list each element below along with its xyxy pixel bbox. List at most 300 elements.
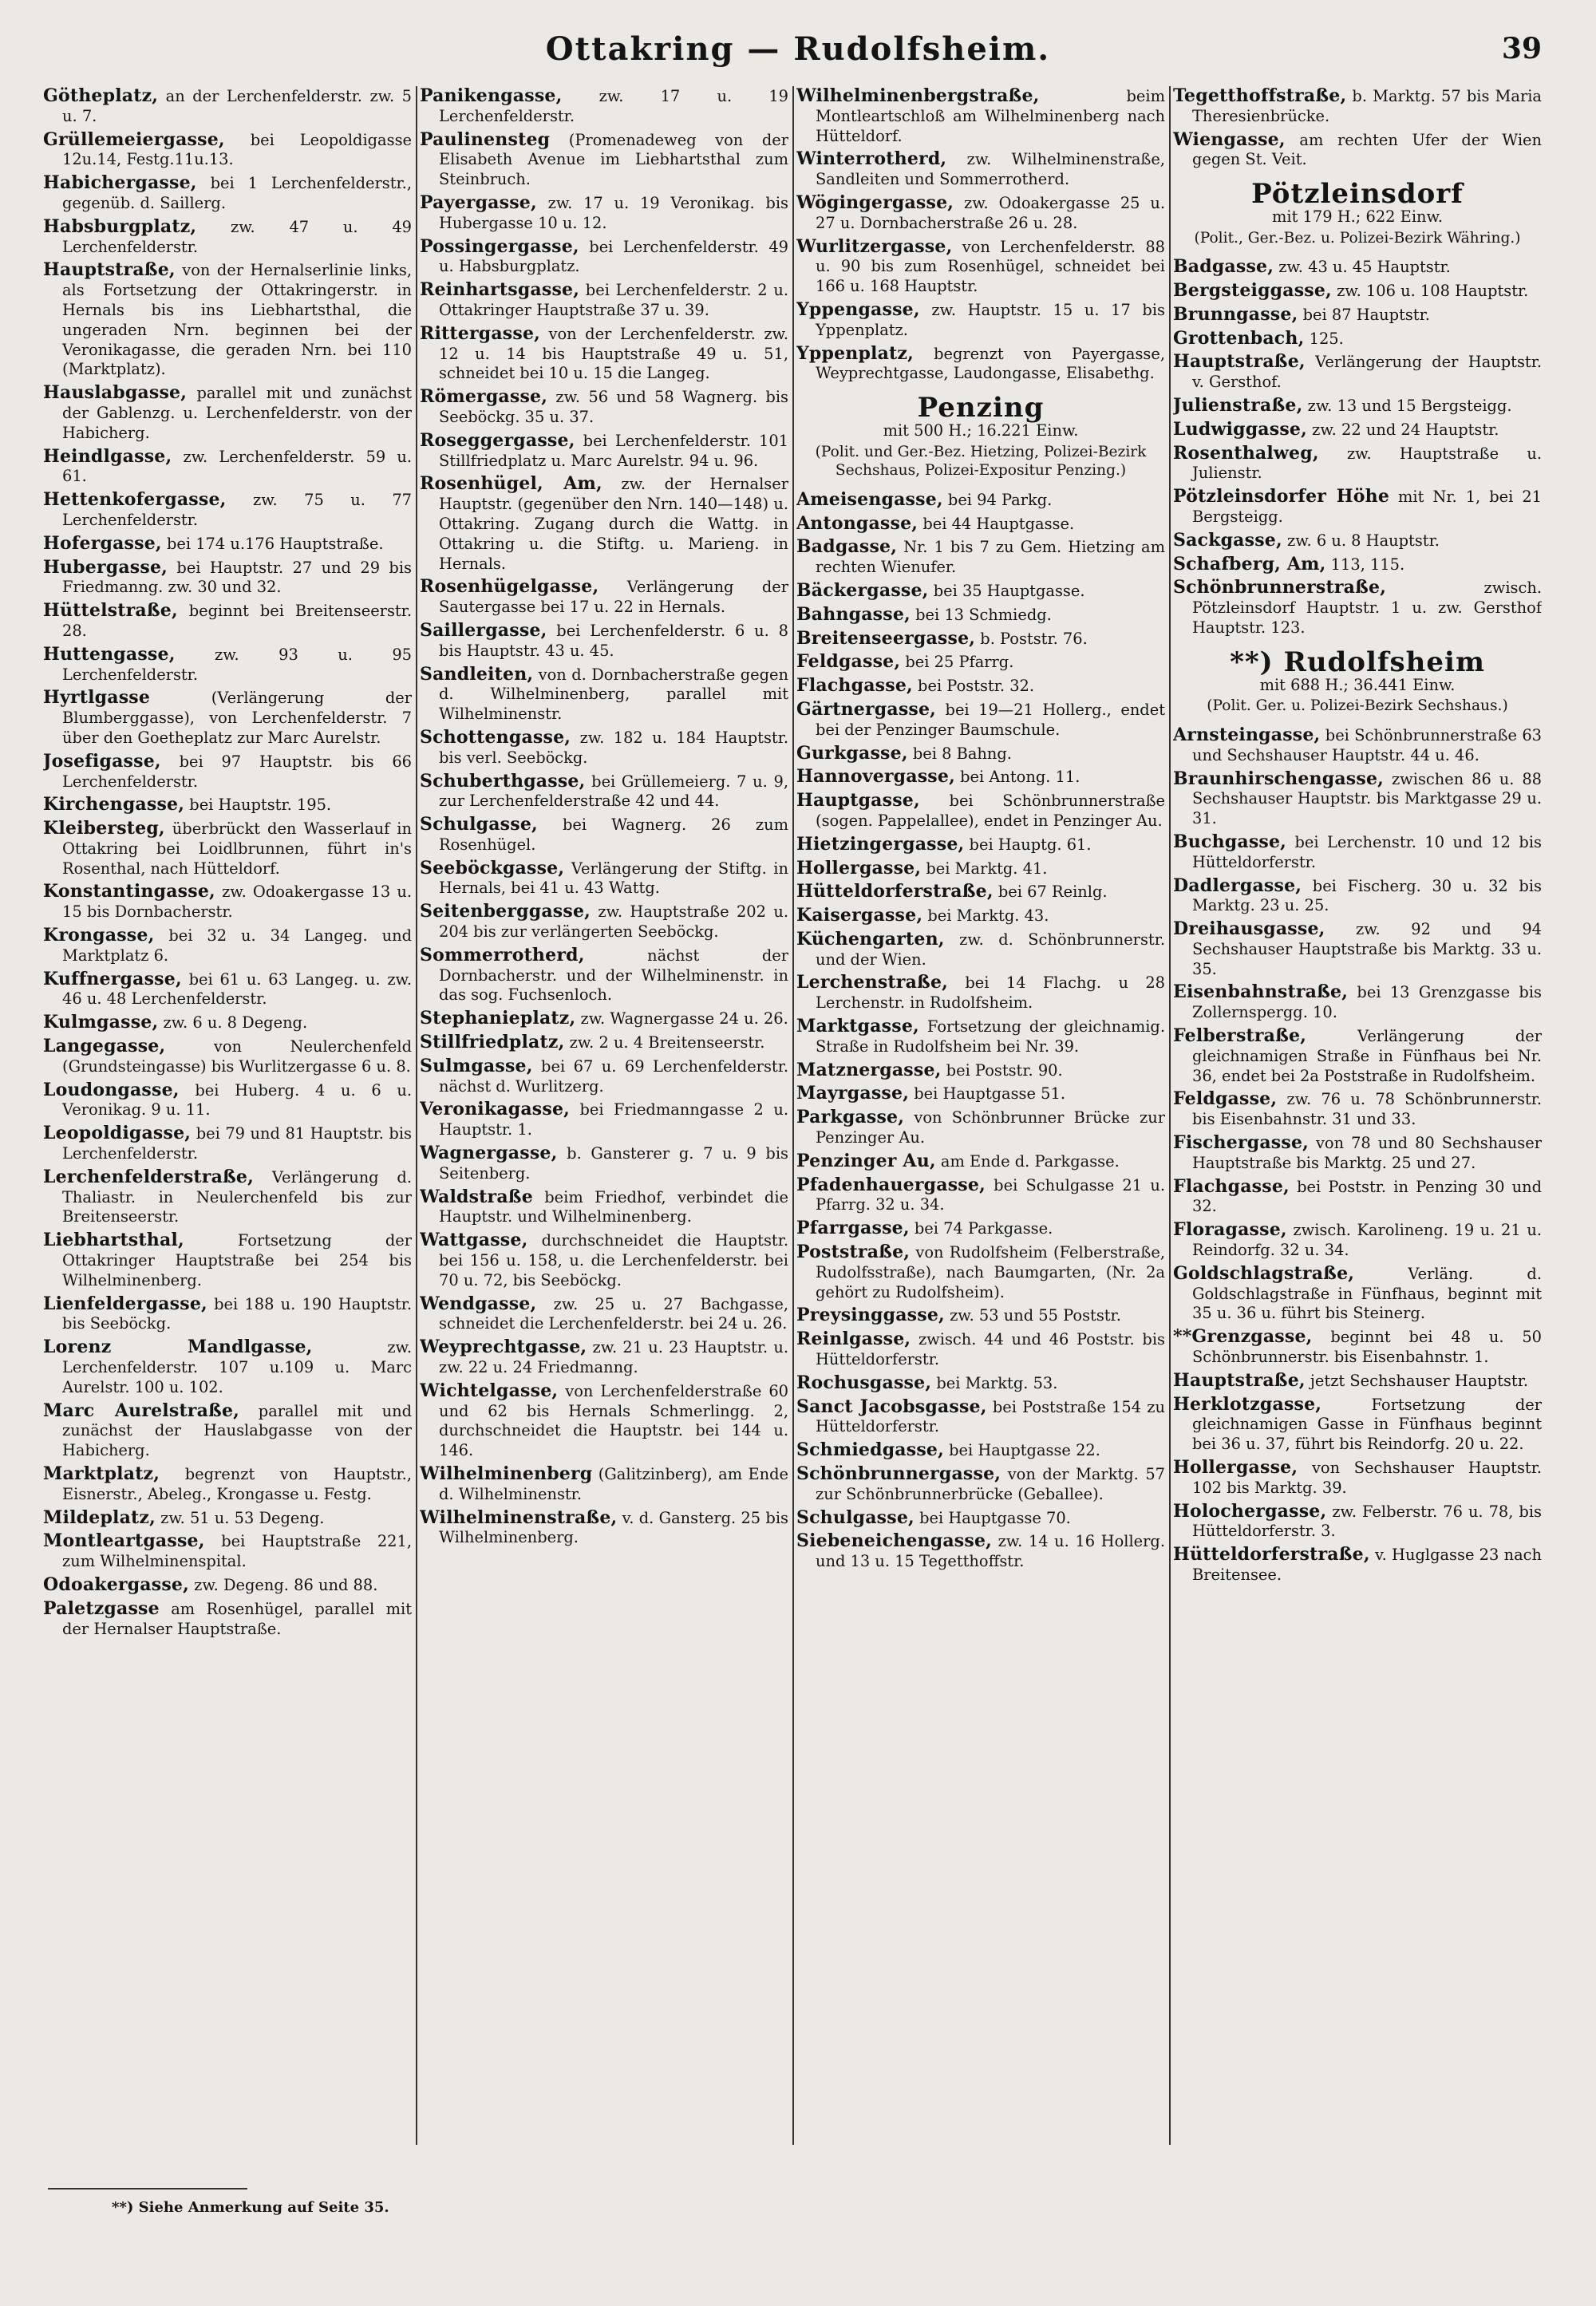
street-description: bei Poststraße 154 zu Hütteldorferstr. (816, 1397, 1165, 1436)
street-entry (43, 969, 412, 1010)
street-description: bei Leopoldigasse 12u.14, Festg.11u.13. (62, 130, 412, 169)
street-name: Rosenhügel, Am, (420, 473, 602, 495)
directory-columns (43, 86, 1559, 2161)
street-description: von der Marktg. 57 zur Schönbrunnerbrücke (Geballee). (816, 1465, 1165, 1503)
street-name: Loudongasse, (43, 1079, 180, 1100)
street-description: begrenzt von Payergasse, Weyprechtgasse, Laudongasse, Elisabethg. (816, 344, 1165, 383)
street-description: von Sechshauser Hauptstr. 102 bis Marktg. 39. (1192, 1459, 1542, 1497)
street-description: v. d. Gansterg. 25 bis Wilhelminenberg. (439, 1508, 788, 1547)
street-description: parallel mit und zunächst der Gablenzg. u. Lerchenfelderstr. von der Habicherg. (62, 384, 412, 442)
street-entry (796, 1175, 1165, 1216)
street-name: Arnsteingasse, (1173, 724, 1321, 745)
street-name: Kirchengasse, (43, 794, 185, 815)
street-description: bei 97 Hauptstr. bis 66 Lerchenfelderstr. (62, 752, 412, 791)
street-entry (796, 514, 1165, 535)
street-entry (1173, 1220, 1542, 1261)
street-name: Floragasse, (1173, 1219, 1287, 1241)
street-description: bei 74 Parkgasse. (909, 1219, 1053, 1238)
street-description: Fortsetzung der gleichnamig. Straße in Rudolfsheim bei Nr. 39. (816, 1017, 1165, 1056)
street-description: beim Friedhof, verbindet die Hauptstr. und Wilhelminenberg. (439, 1187, 788, 1226)
street-description: zw. Felberstr. 76 u. 78, bis Hütteldorferstr. 3. (1192, 1502, 1542, 1541)
street-entry (796, 882, 1165, 902)
street-entry (796, 973, 1165, 1013)
street-name: Poststraße, (796, 1242, 911, 1263)
street-entry (796, 193, 1165, 234)
street-name: Braunhirschengasse, (1173, 768, 1385, 789)
street-name: Penzinger Au, (796, 1150, 936, 1171)
street-entry (1173, 832, 1542, 873)
street-entry (420, 1100, 788, 1140)
street-description: b. Gansterer g. 7 u. 9 bis Seitenberg. (439, 1144, 788, 1183)
street-description: überbrückt den Wasserlauf in Ottakring bei Loidlbrunnen, führt in's Rosenthal, nach Hütteldorf. (62, 819, 412, 878)
street-name: Küchengarten, (796, 928, 945, 950)
street-description: zw. 22 und 24 Hauptstr. (1307, 420, 1499, 439)
street-description: b. Marktg. 57 bis Maria Theresienbrücke. (1192, 87, 1542, 125)
street-name: Possingergasse, (420, 235, 579, 257)
street-name: Julienstraße, (1173, 395, 1303, 417)
street-name: Parkgasse, (796, 1107, 905, 1128)
street-description: 125. (1304, 329, 1344, 348)
street-name: Wurlitzergasse, (796, 235, 953, 257)
street-name: Badgasse, (1173, 256, 1274, 278)
street-description: bei Hauptstr. 195. (184, 796, 332, 815)
street-description: Verlängerung der Sautergasse bei 17 u. 22 in Hernals. (439, 578, 788, 617)
column-divider (792, 86, 794, 2145)
column-1 (43, 86, 412, 2161)
street-name: Yppenplatz, (796, 342, 914, 364)
street-entry (420, 859, 788, 899)
street-name: Antongasse, (796, 512, 918, 534)
street-description: zw. 14 u. 16 Hollerg. und 13 u. 15 Tegetthoffstr. (816, 1532, 1165, 1571)
street-description: an der Lerchenfelderstr. zw. 5 u. 7. (62, 87, 412, 125)
street-description: mit Nr. 1, bei 21 Bergsteigg. (1192, 488, 1542, 527)
street-name: Hauptstraße, (43, 259, 176, 281)
street-entry (420, 387, 788, 428)
street-entry (420, 1187, 788, 1228)
street-name: Josefigasse, (43, 750, 161, 772)
street-entry (420, 324, 788, 384)
street-entry (796, 906, 1165, 926)
district-heading: Pötzleinsdorf (1251, 178, 1464, 211)
page-number: 39 (1501, 32, 1542, 65)
street-entry (1173, 352, 1542, 393)
street-name: Schönbrunnerstraße, (1173, 577, 1387, 598)
street-entry (43, 1013, 412, 1033)
street-entry (796, 676, 1165, 697)
street-name: Stillfriedplatz, (420, 1032, 565, 1053)
street-description: bei Friedmanngasse 2 u. Hauptstr. 1. (439, 1100, 788, 1139)
street-entry (1173, 1264, 1542, 1324)
street-entry (796, 1397, 1165, 1438)
street-name: Rosenthalweg, (1173, 442, 1319, 464)
street-description: Fortsetzung der Ottakringer Hauptstraße bei 254 bis Wilhelminenberg. (62, 1231, 412, 1289)
street-description: zw. 17 u. 19 Lerchenfelderstr. (439, 87, 788, 125)
street-description: Fortsetzung der gleichnamigen Gasse in Fünfhaus beginnt bei 36 u. 37, führt bis Reindorfg. 20 u. 22. (1192, 1395, 1542, 1454)
street-description: beim Montleartschloß am Wilhelminenberg nach Hütteldorf. (816, 87, 1165, 145)
street-description: zw. Hauptstr. 15 u. 17 bis Yppenplatz. (816, 300, 1165, 339)
street-entry (420, 1464, 788, 1505)
street-name: Pfarrgasse, (796, 1218, 910, 1239)
street-description: von Schönbrunner Brücke zur Penzinger Au. (816, 1108, 1165, 1147)
street-entry (43, 86, 412, 127)
street-name: Hütteldorferstraße, (1173, 1544, 1370, 1566)
street-name: Reinlgasse, (796, 1329, 911, 1350)
street-name: Hubergasse, (43, 556, 168, 578)
street-description: bei Hauptstraße 221, zum Wilhelminenspital. (62, 1532, 412, 1571)
street-description: zw. 13 und 15 Bergsteigg. (1302, 397, 1512, 416)
street-name: Hauptstraße, (1173, 1369, 1306, 1391)
street-entry (1173, 281, 1542, 302)
street-entry (43, 1401, 412, 1461)
street-entry (43, 1464, 412, 1505)
street-entry (1173, 578, 1542, 638)
column-divider (1169, 86, 1171, 2145)
street-entry (796, 237, 1165, 297)
street-description: zw. 6 u. 8 Hauptstr. (1282, 531, 1440, 550)
street-description: bei Grüllemeierg. 7 u. 9, zur Lerchenfelderstraße 42 und 44. (439, 772, 788, 811)
street-name: Hüttelstraße, (43, 600, 178, 622)
street-name: Goldschlagstraße, (1173, 1262, 1355, 1284)
street-entry (1173, 86, 1542, 127)
street-name: Bergsteiggasse, (1173, 280, 1332, 302)
street-entry (1173, 1133, 1542, 1174)
street-entry (43, 1167, 412, 1227)
street-entry (43, 795, 412, 815)
street-name: Winterrotherd, (796, 148, 947, 170)
street-description: von der Lerchenfelderstr. zw. 12 u. 14 bis Hauptstraße 49 u. 51, schneidet bei 10 u. 15 die Langeg. (439, 324, 788, 383)
street-name: Konstantingasse, (43, 881, 215, 902)
column-2 (420, 86, 788, 2161)
street-name: Hütteldorferstraße, (796, 881, 994, 902)
street-description: parallel mit und zunächst der Hauslabgasse von der Habicherg. (62, 1401, 412, 1460)
column-divider (416, 86, 417, 2145)
street-description: bei Schulgasse 21 u. Pfarrg. 32 u. 34. (816, 1175, 1165, 1214)
street-description: am rechten Ufer der Wien gegen St. Veit. (1192, 130, 1542, 169)
street-entry (43, 1294, 412, 1335)
street-entry (796, 700, 1165, 740)
street-name: Wichtelgasse, (420, 1380, 559, 1401)
street-name: Leopoldigasse, (43, 1123, 192, 1144)
street-entry (420, 130, 788, 190)
street-entry (43, 558, 412, 598)
street-name: Schafberg, Am, (1173, 553, 1326, 575)
street-entry (420, 1294, 788, 1335)
street-entry (420, 1230, 788, 1290)
street-name: Mildeplatz, (43, 1506, 156, 1528)
street-name: Hauslabgasse, (43, 382, 188, 404)
street-description: zw. Hauptstraße u. Julienstr. (1192, 444, 1542, 483)
column-4 (1173, 86, 1542, 2161)
street-description: zw. 43 u. 45 Hauptstr. (1274, 258, 1451, 277)
street-name: Langegasse, (43, 1036, 166, 1057)
street-description: von Neulerchenfeld (Grundsteingasse) bis Wurlitzergasse 6 u. 8. (62, 1037, 412, 1076)
street-entry (796, 859, 1165, 879)
street-description: nächst der Dornbacherstr. und der Wilhelminenstr. in das sog. Fuchsenloch. (439, 946, 788, 1005)
street-description: am Ende d. Parkgasse. (935, 1151, 1120, 1171)
street-description: bei Lerchenfelderstr. 101 Stillfriedplatz u. Marc Aurelstr. 94 u. 96. (439, 431, 788, 470)
street-description: zw. 76 u. 78 Schönbrunnerstr. bis Eisenbahnstr. 31 und 33. (1192, 1090, 1542, 1129)
street-description: von Rudolfsheim (Felberstraße, Rudolfsstraße), nach Baumgarten, (Nr. 2a gehört zu Rudolfsheim). (816, 1243, 1165, 1301)
street-name: Schulgasse, (796, 1506, 915, 1528)
street-name: Lienfeldergasse, (43, 1293, 207, 1314)
street-name: Kulmgasse, (43, 1012, 159, 1033)
street-entry (1173, 531, 1542, 551)
street-name: Panikengasse, (420, 86, 563, 106)
street-entry (1173, 329, 1542, 349)
street-description: zw. Wagnergasse 24 u. 26. (575, 1009, 788, 1029)
street-description: jetzt Sechshauser Hauptstr. (1305, 1371, 1529, 1390)
street-description: zwisch. Pötzleinsdorf Hauptstr. 1 u. zw. Gersthof Hauptstr. 123. (1192, 578, 1542, 638)
street-entry (420, 1337, 788, 1378)
street-name: Marktgasse, (796, 1016, 919, 1037)
street-entry (796, 1508, 1165, 1529)
street-entry (1173, 919, 1542, 979)
street-description: v. Huglgasse 23 nach Breitensee. (1192, 1546, 1542, 1584)
street-name: Paulinensteg (420, 128, 551, 150)
street-description: bei Hauptgasse 22. (943, 1441, 1100, 1460)
street-name: Dreihausgasse, (1173, 918, 1325, 940)
district-authority-note: (Polit. und Ger.-Bez. Hietzing, Polizei-Bezirk Sechshaus, Polizei-Expositur Penzing.) (815, 443, 1147, 480)
street-entry (43, 1599, 412, 1640)
street-entry (420, 1508, 788, 1549)
street-entry (796, 744, 1165, 764)
street-description: 113, 115. (1325, 555, 1405, 574)
street-name: Sulmgasse, (420, 1055, 533, 1076)
street-entry (420, 1033, 788, 1053)
district-population: mit 688 H.; 36.441 Einw. (1259, 675, 1456, 694)
street-name: Grottenbach, (1173, 327, 1305, 349)
street-description: Verlängerung der gleichnamigen Straße in Fünfhaus bei Nr. 36, endet bei 2a Poststraße in Rudolfsheim. (1192, 1027, 1542, 1085)
street-name: Marktplatz, (43, 1463, 160, 1484)
street-entry (43, 645, 412, 685)
street-entry (796, 835, 1165, 855)
running-head (0, 30, 1596, 70)
street-name: Saillergasse, (420, 619, 547, 641)
street-description: beginnt bei Breitenseerstr. 28. (62, 602, 412, 640)
street-description: bei Schönbrunnerstraße 63 und Sechshauser Hauptstr. 44 u. 46. (1192, 725, 1542, 764)
street-entry (43, 1575, 412, 1596)
street-name: Montleartgasse, (43, 1530, 205, 1552)
column-3 (796, 86, 1165, 2161)
street-name: Liebhartsthal, (43, 1230, 184, 1251)
street-name: Pfadenhauergasse, (796, 1174, 986, 1195)
street-description: zw. 75 u. 77 Lerchenfelderstr. (62, 491, 412, 529)
street-entry (43, 1037, 412, 1077)
street-entry (43, 1123, 412, 1164)
street-entry (43, 217, 412, 258)
street-description: beginnt bei 48 u. 50 Schönbrunnerstr. bis Eisenbahnstr. 1. (1192, 1328, 1542, 1367)
street-description: bei Poststr. 32. (912, 677, 1035, 696)
street-description: bei Marktg. 43. (922, 906, 1049, 926)
street-description: bei Lerchenstr. 10 und 12 bis Hütteldorferstr. (1192, 832, 1542, 871)
street-entry (1173, 725, 1542, 766)
street-name: Marc Aurelstraße, (43, 1400, 240, 1421)
street-entry (420, 237, 788, 278)
street-name: Wagnergasse, (420, 1143, 558, 1164)
district-authority-note: (Polit., Ger.-Bez. u. Polizei-Bezirk Währing.) (1194, 229, 1521, 247)
street-description: bei 94 Parkg. (942, 490, 1053, 509)
street-entry (1173, 555, 1542, 575)
street-entry (1173, 1327, 1542, 1368)
street-description: bei Hauptgasse 51. (909, 1084, 1065, 1104)
street-entry (420, 193, 788, 234)
street-description: zw. 2 u. 4 Breitenseerstr. (564, 1033, 765, 1052)
page-title: Ottakring — Rudolfsheim. (545, 30, 1051, 68)
street-name: Sommerrotherd, (420, 944, 585, 965)
footnote: **) Siehe Anmerkung auf Seite 35. (112, 2199, 389, 2216)
street-entry (43, 130, 412, 171)
street-description: zw. 25 u. 27 Bachgasse, schneidet die Lerchenfelderstr. bei 24 u. 26. (439, 1294, 788, 1333)
street-description: bei 174 u.176 Hauptstraße. (161, 534, 384, 553)
street-entry (420, 1056, 788, 1097)
street-description: (Verlängerung der Blumberggasse), von Lerchenfelderstr. 7 über den Goetheplatz zur Marc Aurelstr. (62, 689, 412, 747)
street-name: Schönbrunnergasse, (796, 1463, 1001, 1485)
street-name: Breitenseergasse, (796, 627, 976, 649)
street-description: bei 67 Reinlg. (993, 883, 1108, 902)
street-entry (43, 260, 412, 380)
street-entry (420, 772, 788, 812)
street-description: begrenzt von Hauptstr., Eisnerstr., Abeleg., Krongasse u. Festg. (62, 1465, 412, 1503)
street-entry (420, 577, 788, 618)
street-entry (796, 767, 1165, 788)
street-entry (796, 1218, 1165, 1239)
street-name: Hauptstraße, (1173, 351, 1306, 373)
street-description: zw. 17 u. 19 Veronikag. bis Hubergasse 10 u. 12. (439, 193, 788, 232)
street-entry (420, 86, 788, 127)
street-name: Felberstraße, (1173, 1025, 1307, 1047)
street-description: bei 1 Lerchenfelderstr., gegenüb. d. Saillerg. (62, 174, 412, 212)
street-name: Brunngasse, (1173, 303, 1298, 325)
street-entry (420, 474, 788, 574)
street-description: bei 67 u. 69 Lerchenfelderstr. nächst d. Wurlitzerg. (439, 1056, 788, 1096)
street-name: Heindlgasse, (43, 445, 172, 467)
street-name: Sackgasse, (1173, 529, 1282, 551)
street-name: Gärtnergasse, (796, 698, 937, 720)
street-description: zw. 21 u. 23 Hauptstr. u. zw. 22 u. 24 Friedmanng. (439, 1338, 788, 1377)
street-description: bei 8 Bahng. (907, 744, 1012, 763)
street-entry (1173, 130, 1542, 171)
street-name: Wattgasse, (420, 1230, 528, 1251)
street-name: Ludwiggasse, (1173, 418, 1307, 440)
street-description: von der Hernalserlinie links, als Fortsetzung der Ottakringerstr. in Hernals bis ins Liebhartsthal, die ungeraden Nrn. beginnen bei der Veronikagasse, die geraden Nrn. bei 110 (Marktplatz). (62, 261, 412, 379)
street-description: zwischen 86 u. 88 Sechshauser Hauptstr. bis Marktgasse 29 u. 31. (1192, 769, 1542, 828)
street-entry (43, 490, 412, 531)
street-name: Feldgasse, (796, 651, 901, 673)
street-name: Kuffnergasse, (43, 968, 182, 989)
street-name: Sanct Jacobsgasse, (796, 1396, 987, 1417)
street-description: Verlängerung der Hauptstr. v. Gersthof. (1192, 353, 1542, 392)
street-name: Siebeneichengasse, (796, 1530, 993, 1552)
street-name: Reinhartsgasse, (420, 279, 580, 301)
street-description: zw. Lerchenfelderstr. 107 u.109 u. Marc Aurelstr. 100 u. 102. (62, 1338, 412, 1396)
street-description: von Lerchenfelderstr. 88 u. 90 bis zum Rosenhügel, schneidet bei 166 u. 168 Hauptstr. (816, 237, 1165, 296)
street-entry (43, 1337, 412, 1397)
street-description: Verläng. d. Goldschlagstraße in Fünfhaus, beginnt mit 35 u. 36 u. führt bis Steinerg. (1192, 1264, 1542, 1323)
street-name: Götheplatz, (43, 86, 159, 106)
street-entry (796, 1305, 1165, 1326)
street-name: Wilhelminenbergstraße, (796, 86, 1040, 106)
street-entry (1173, 876, 1542, 917)
street-name: Wilhelminenberg (420, 1463, 593, 1484)
street-name: Wilhelminenstraße, (420, 1506, 618, 1528)
street-name: Mayrgasse, (796, 1083, 910, 1104)
street-name: Roseggergasse, (420, 429, 575, 451)
street-description: bei 19—21 Hollerg., endet bei der Penzinger Baumschule. (816, 700, 1165, 739)
street-description: (Galitzinberg), am Ende d. Wilhelminenstr. (439, 1465, 788, 1503)
street-name: Sandleiten, (420, 663, 534, 685)
street-entry (796, 1242, 1165, 1302)
street-name: Hyrtlgasse (43, 687, 151, 709)
street-name: Ameisengasse, (796, 488, 943, 510)
street-description: zw. Degeng. 86 und 88. (188, 1575, 378, 1594)
street-entry (796, 1060, 1165, 1081)
street-description: zw. 51 u. 53 Degeng. (155, 1508, 325, 1527)
street-entry (43, 534, 412, 555)
street-name: **Grenzgasse, (1173, 1326, 1313, 1348)
street-entry (1173, 396, 1542, 417)
street-entry (420, 728, 788, 768)
street-description: zw. Wilhelminenstraße, Sandleiten und Sommerrotherd. (816, 150, 1165, 189)
street-name: Krongasse, (43, 925, 155, 946)
street-name: Dadlergasse, (1173, 875, 1302, 896)
street-name: Odoakergasse, (43, 1574, 189, 1595)
street-description: bei 32 u. 34 Langeg. und Marktplatz 6. (62, 926, 412, 965)
street-entry (796, 605, 1165, 626)
street-name: Feldgasse, (1173, 1088, 1278, 1110)
street-entry (43, 688, 412, 748)
street-entry (796, 1531, 1165, 1572)
street-description: bei Lerchenfelderstr. 49 u. Habsburgplatz. (439, 237, 788, 276)
street-entry (1173, 487, 1542, 527)
street-entry (1173, 1502, 1542, 1542)
street-name: Kaisergasse, (796, 905, 923, 926)
street-description: zwisch. Karolineng. 19 u. 21 u. Reindorfg. 32 u. 34. (1192, 1221, 1542, 1260)
street-entry (420, 946, 788, 1005)
street-name: Pötzleinsdorfer Höhe (1173, 486, 1390, 507)
street-entry (1173, 1089, 1542, 1130)
street-name: Hofergasse, (43, 532, 162, 554)
street-description: bei 25 Pfarrg. (900, 653, 1014, 672)
street-entry (420, 815, 788, 855)
street-entry (43, 882, 412, 922)
street-entry (1173, 1177, 1542, 1218)
district-heading: Penzing (917, 392, 1045, 424)
street-entry (1173, 1395, 1542, 1455)
street-entry (1173, 444, 1542, 484)
street-entry (43, 1508, 412, 1529)
street-entry (43, 447, 412, 488)
street-entry (420, 665, 788, 725)
street-entry (1173, 1458, 1542, 1499)
street-entry (796, 1440, 1165, 1461)
street-entry (420, 1009, 788, 1029)
street-description: bei 87 Hauptstr. (1298, 305, 1430, 324)
street-name: Habsburgplatz, (43, 215, 197, 237)
street-name: Schottengasse, (420, 726, 571, 748)
street-name: Paletzgasse (43, 1597, 160, 1619)
street-name: Wiengasse, (1173, 128, 1286, 150)
street-name: Herklotzgasse, (1173, 1393, 1322, 1415)
street-entry (796, 1464, 1165, 1505)
street-name: Hollergasse, (796, 857, 922, 879)
street-description: bei Poststr. 90. (941, 1060, 1063, 1080)
street-entry (420, 1143, 788, 1184)
street-description: zw. 93 u. 95 Lerchenfelderstr. (62, 645, 412, 684)
street-description: bei Lerchenfelderstr. 2 u. Ottakringer Hauptstraße 37 u. 39. (439, 281, 788, 319)
street-name: Preysinggasse, (796, 1305, 945, 1326)
street-description: bei Antong. 11. (954, 768, 1080, 787)
street-description: bei Poststr. in Penzing 30 und 32. (1192, 1177, 1542, 1216)
